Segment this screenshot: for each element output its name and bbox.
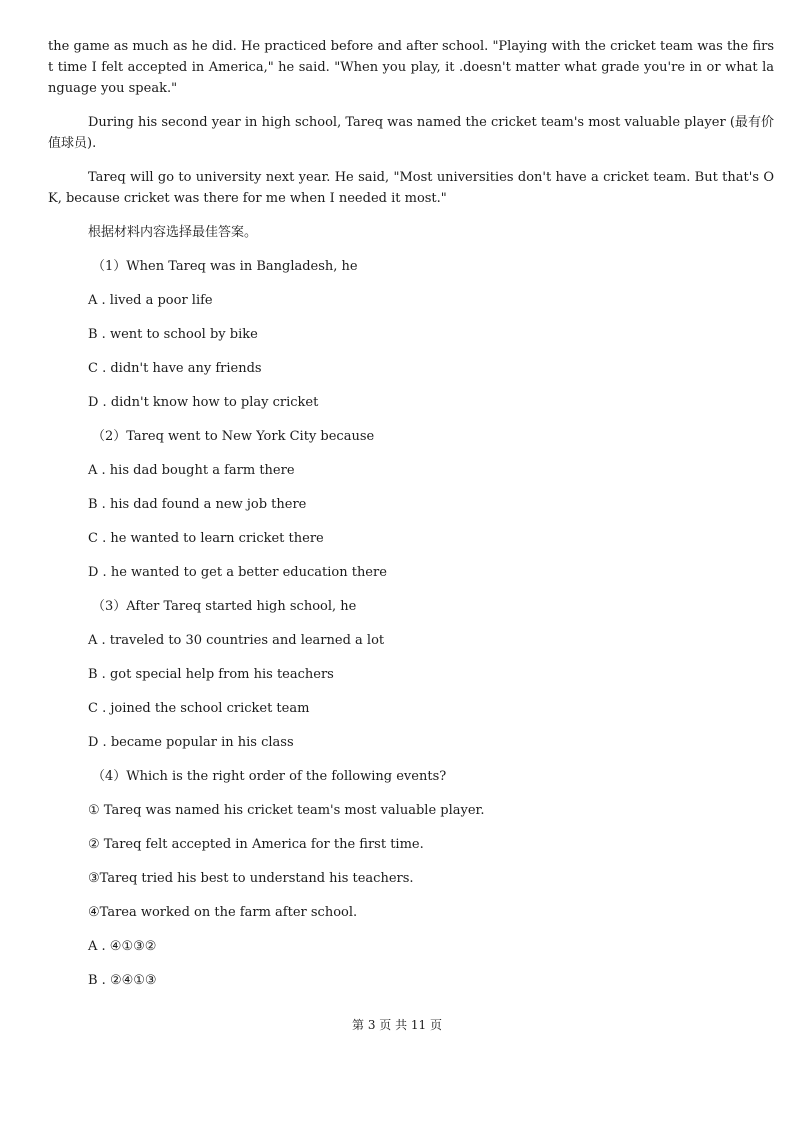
question-2-option-c: C . he wanted to learn cricket there (88, 531, 324, 546)
question-1-option-d: D . didn't know how to play cricket (88, 395, 319, 410)
question-1-option-a: A . lived a poor life (88, 293, 213, 308)
question-2-option-a: A . his dad bought a farm there (88, 463, 295, 478)
question-4-event-4: ④Tarea worked on the farm after school. (88, 905, 358, 920)
document-page (48, 36, 774, 1004)
question-3-option-a: A . traveled to 30 countries and learned a lot (88, 633, 385, 648)
question-4-event-3: ③Tareq tried his best to understand his teachers. (88, 871, 414, 886)
question-3-option-b: B . got special help from his teachers (88, 667, 334, 682)
question-3-option-d: D . became popular in his class (88, 735, 294, 750)
question-1-option-b: B . went to school by bike (88, 327, 258, 342)
question-1-stem: （1）When Tareq was in Bangladesh, he (92, 259, 358, 274)
question-4-event-1: ① Tareq was named his cricket team's most valuable player. (88, 803, 485, 818)
question-3-stem: （3）After Tareq started high school, he (92, 599, 357, 614)
passage-paragraph-3: Tareq will go to university next year. He said, "Most universities don't have a cricket team. But that's OK, because cricket was there for me when I needed it most." (48, 170, 774, 206)
question-2-option-d: D . he wanted to get a better education there (88, 565, 387, 580)
question-2-option-b: B . his dad found a new job there (88, 497, 307, 512)
question-4-option-b: B . ②④①③ (88, 973, 157, 988)
question-1-option-c: C . didn't have any friends (88, 361, 262, 376)
question-2-stem: （2）Tareq went to New York City because (92, 429, 375, 444)
passage-paragraph-1: the game as much as he did. He practiced before and after school. "Playing with the cricket team was the first time I felt accepted in America," he said. "When you play, it .doesn't matter what grade you're in or what language you speak." (48, 39, 774, 96)
passage-paragraph-2: During his second year in high school, Tareq was named the cricket team's most valuable player (最有价值球员). (48, 115, 774, 151)
instruction: 根据材料内容选择最佳答案。 (88, 225, 258, 240)
question-4-option-a: A . ④①③② (88, 939, 157, 954)
question-4-stem: （4）Which is the right order of the following events? (92, 769, 447, 784)
question-4-event-2: ② Tareq felt accepted in America for the first time. (88, 837, 424, 852)
page-number: 第 3 页 共 11 页 (352, 1018, 442, 1032)
question-3-option-c: C . joined the school cricket team (88, 701, 310, 716)
